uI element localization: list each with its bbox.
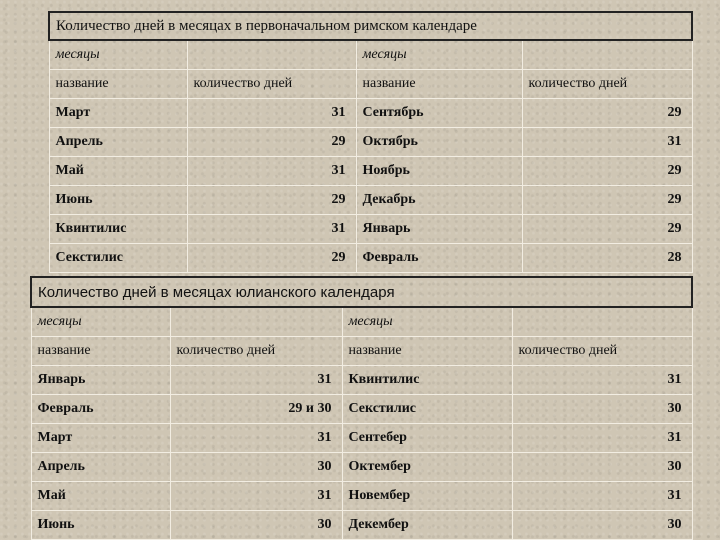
day-count: 29: [187, 244, 356, 273]
month-name: Октябрь: [356, 128, 522, 157]
group-header-row: [31, 307, 692, 337]
month-name: Апрель: [49, 128, 187, 157]
column-header-days-right: количество дней: [522, 70, 692, 99]
column-header-name-right: название: [356, 70, 522, 99]
month-name: Март: [49, 99, 187, 128]
table-row: [31, 424, 692, 453]
day-count: 31: [170, 482, 342, 511]
month-name: Февраль: [31, 395, 170, 424]
empty-cell: [187, 40, 356, 70]
column-header-name-right: название: [342, 337, 512, 366]
month-name: Сентябрь: [356, 99, 522, 128]
table-title: Количество дней в месяцах юлианского календаря: [31, 277, 692, 307]
group-label-right: месяцы: [342, 307, 512, 337]
day-count: 31: [512, 424, 692, 453]
table-row: [31, 482, 692, 511]
group-label-right: месяцы: [356, 40, 522, 70]
month-name: Квинтилис: [49, 215, 187, 244]
month-name: Декабрь: [356, 186, 522, 215]
day-count: 31: [170, 366, 342, 395]
month-name: Январь: [356, 215, 522, 244]
table-row: [31, 366, 692, 395]
month-name: Декембер: [342, 511, 512, 540]
day-count: 29: [187, 128, 356, 157]
month-name: Июнь: [31, 511, 170, 540]
column-header-days-left: количество дней: [187, 70, 356, 99]
day-count: 30: [512, 453, 692, 482]
day-count: 29: [522, 99, 692, 128]
table-row: [31, 511, 692, 540]
month-name: Апрель: [31, 453, 170, 482]
table-row: [49, 244, 692, 273]
column-header-days-left: количество дней: [170, 337, 342, 366]
column-header-name-left: название: [49, 70, 187, 99]
day-count: 30: [170, 453, 342, 482]
column-header-row: [49, 70, 692, 99]
empty-cell: [512, 307, 692, 337]
month-name: Март: [31, 424, 170, 453]
day-count: 31: [522, 128, 692, 157]
day-count: 31: [512, 366, 692, 395]
group-header-row: [49, 40, 692, 70]
month-name: Ноябрь: [356, 157, 522, 186]
day-count: 30: [512, 511, 692, 540]
column-header-days-right: количество дней: [512, 337, 692, 366]
table-row: [31, 395, 692, 424]
table-row: [49, 186, 692, 215]
month-name: Май: [31, 482, 170, 511]
empty-cell: [522, 40, 692, 70]
table-row: [49, 215, 692, 244]
day-count: 29 и 30: [170, 395, 342, 424]
day-count: 29: [187, 186, 356, 215]
table-row: [49, 128, 692, 157]
month-name: Январь: [31, 366, 170, 395]
roman-calendar-table: [48, 11, 693, 273]
table-row: [49, 157, 692, 186]
month-name: Июнь: [49, 186, 187, 215]
day-count: 30: [512, 395, 692, 424]
month-name: Февраль: [356, 244, 522, 273]
day-count: 31: [512, 482, 692, 511]
table-row: [49, 99, 692, 128]
month-name: Квинтилис: [342, 366, 512, 395]
table-title-row: [49, 12, 692, 40]
table-title: Количество дней в месяцах в первоначальном римском календаре: [49, 12, 692, 40]
day-count: 31: [187, 215, 356, 244]
group-label-left: месяцы: [31, 307, 170, 337]
day-count: 29: [522, 215, 692, 244]
column-header-name-left: название: [31, 337, 170, 366]
day-count: 31: [170, 424, 342, 453]
column-header-row: [31, 337, 692, 366]
month-name: Сентебер: [342, 424, 512, 453]
day-count: 28: [522, 244, 692, 273]
empty-cell: [170, 307, 342, 337]
month-name: Секстилис: [342, 395, 512, 424]
julian-calendar-table: [30, 276, 693, 540]
day-count: 29: [522, 186, 692, 215]
day-count: 31: [187, 157, 356, 186]
day-count: 29: [522, 157, 692, 186]
month-name: Новембер: [342, 482, 512, 511]
table-row: [31, 453, 692, 482]
day-count: 31: [187, 99, 356, 128]
group-label-left: месяцы: [49, 40, 187, 70]
month-name: Октембер: [342, 453, 512, 482]
month-name: Май: [49, 157, 187, 186]
month-name: Секстилис: [49, 244, 187, 273]
table-title-row: [31, 277, 692, 307]
day-count: 30: [170, 511, 342, 540]
